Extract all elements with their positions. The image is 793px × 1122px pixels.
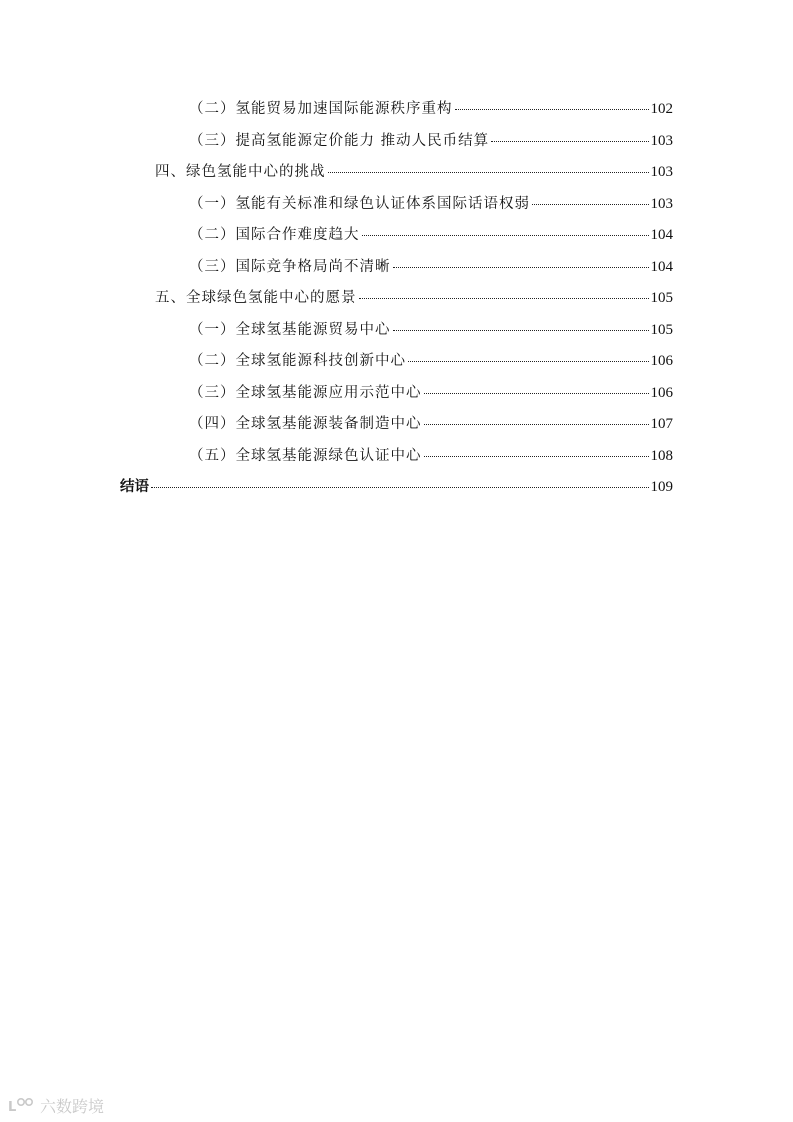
toc-entry-title: （五）全球氢基能源绿色认证中心 [189,447,422,464]
toc-entry[interactable] [189,348,673,374]
svg-text:L: L [8,1099,17,1115]
toc-entry[interactable] [189,191,673,217]
leader-dots [393,330,649,331]
toc-entry[interactable] [155,285,673,311]
toc-entry-page: 105 [650,290,673,306]
toc-entry-page: 104 [650,258,673,275]
leader-dots [424,393,649,394]
toc-entry-title: （四）全球氢基能源装备制造中心 [189,416,422,432]
toc-entry[interactable] [189,317,673,343]
watermark [8,1094,104,1117]
toc-entry-title: （一）全球氢基能源贸易中心 [189,321,391,338]
toc-entry-page: 106 [650,384,673,401]
toc-entry-title: （二）国际合作难度趋大 [189,227,360,243]
toc-entry[interactable] [120,474,673,500]
watermark-text: 六数跨境 [40,1097,105,1116]
toc-entry-page: 108 [650,447,673,464]
toc-entry-page: 107 [650,416,673,432]
toc-entry-page: 105 [650,321,673,338]
toc-entry-page: 104 [650,227,673,243]
toc-entry-page: 103 [650,132,673,149]
toc-entry-title: （三）提高氢能源定价能力 推动人民币结算 [189,132,490,149]
toc-entry-title: （一）氢能有关标准和绿色认证体系国际话语权弱 [189,195,530,212]
toc-entry[interactable] [189,96,673,122]
leader-dots [455,109,649,110]
toc-entry[interactable] [189,254,673,280]
toc-entry-page: 103 [650,195,673,212]
leader-dots [393,267,649,268]
leader-dots [424,424,649,425]
leader-dots [408,361,649,362]
toc-entry-title: 五、全球绿色氢能中心的愿景 [155,290,357,306]
toc-entry-page: 109 [650,479,673,495]
toc-entry-title: 结语 [120,479,149,495]
logo-mark-icon [8,1096,36,1116]
toc-entry-title: （三）国际竞争格局尚不清晰 [189,258,391,275]
toc-entry[interactable] [155,159,673,185]
toc-entry[interactable] [189,222,673,248]
toc-entry-page: 102 [650,101,673,117]
toc-entry-page: 103 [650,164,673,180]
toc-entry[interactable] [189,411,673,437]
toc-entry[interactable] [189,128,673,154]
leader-dots [532,204,649,205]
toc-entry-page: 106 [650,353,673,369]
toc-entry-title: （三）全球氢基能源应用示范中心 [189,384,422,401]
toc-entry[interactable] [189,380,673,406]
leader-dots [424,456,649,457]
leader-dots [362,235,649,236]
leader-dots [328,172,649,173]
leader-dots [491,141,648,142]
toc-entry-title: 四、绿色氢能中心的挑战 [155,164,326,180]
toc-entry[interactable] [189,443,673,469]
leader-dots [151,487,649,488]
toc-entry-title: （二）全球氢能源科技创新中心 [189,353,406,369]
toc-entry-title: （二）氢能贸易加速国际能源秩序重构 [189,101,453,117]
leader-dots [359,298,649,299]
